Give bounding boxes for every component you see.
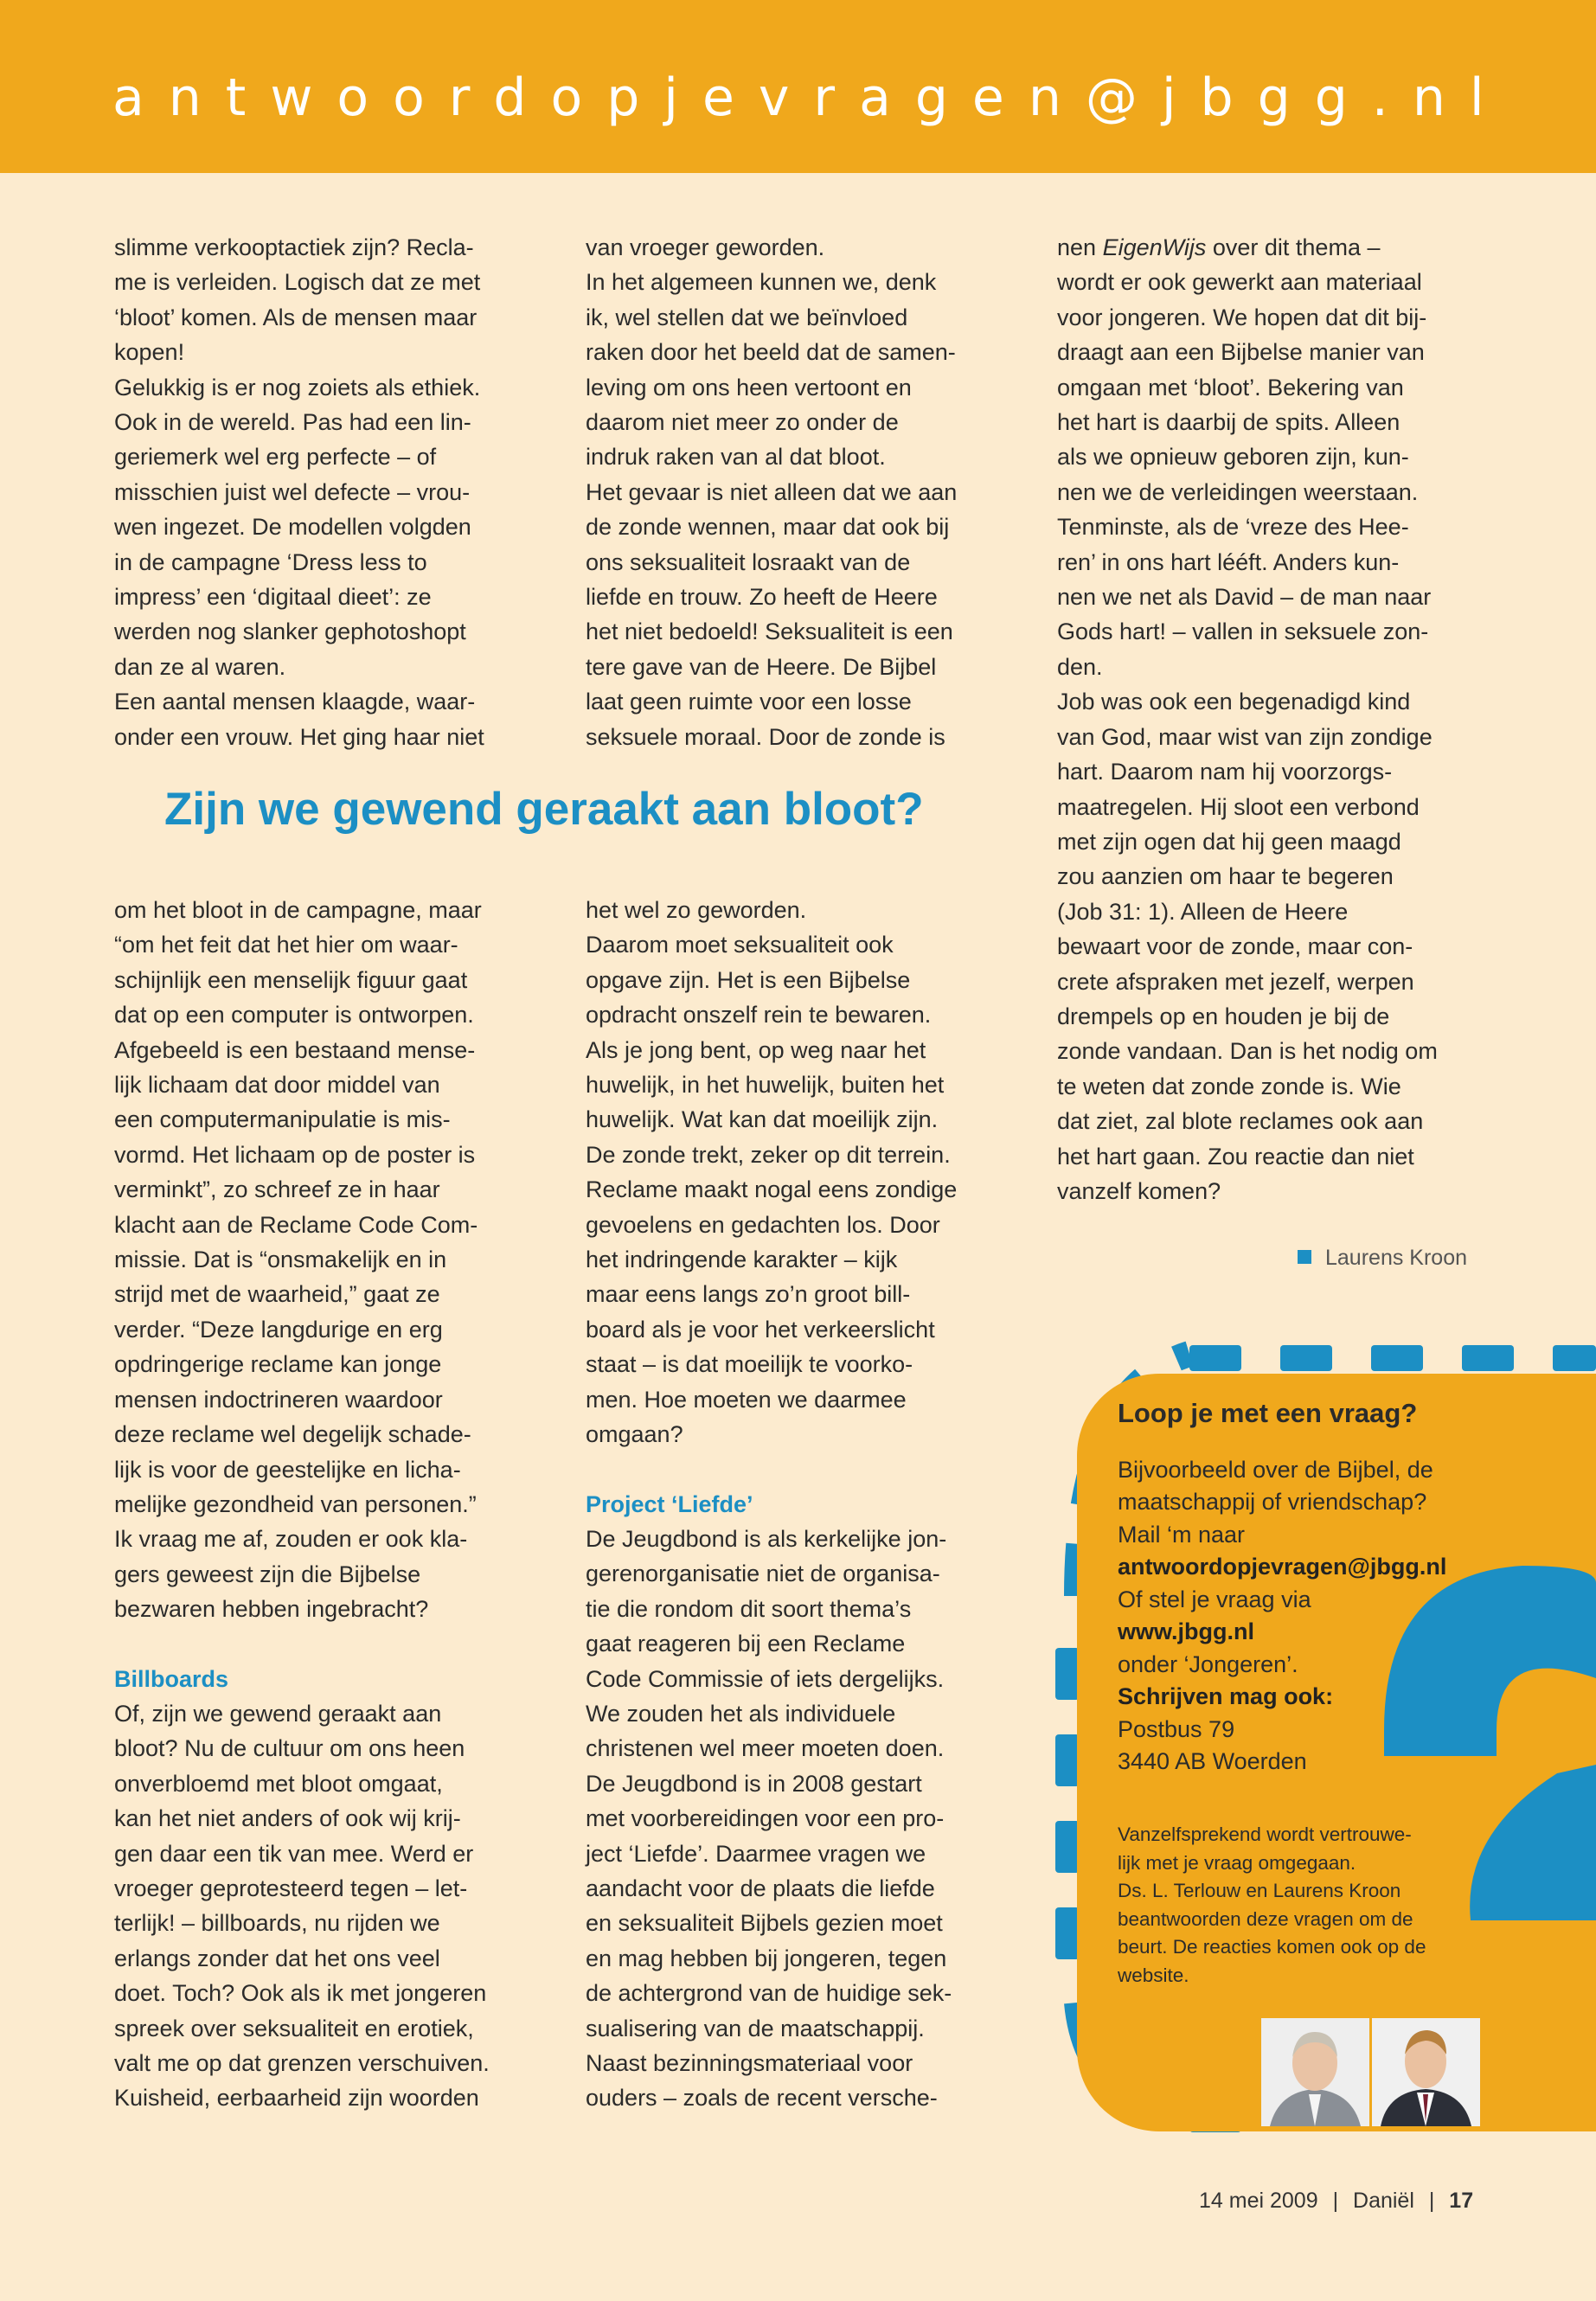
magazine-name: Daniël <box>1353 2189 1414 2213</box>
photo-terlouw <box>1261 2018 1369 2126</box>
website-link[interactable]: www.jbgg.nl <box>1118 1618 1254 1644</box>
question-box-content <box>1118 1397 1516 1779</box>
author-signature <box>1298 1246 1467 1271</box>
page-footer: 14 mei 2009 | Daniël | 17 <box>1199 2189 1474 2213</box>
author-name: Laurens Kroon <box>1325 1246 1468 1270</box>
article-headline: Zijn we gewend geraakt aan bloot? <box>164 784 924 835</box>
header-email: antwoordopjevragen@jbgg.nl <box>112 67 1509 128</box>
blue-square-icon <box>1298 1250 1311 1264</box>
body-text: nen EigenWijs over dit thema – wordt er ook gewerkt aan materiaal voor jongeren. We hopen dat dit bij- draagt aan een Bijbelse manier van omgaan met ‘bloot’. Bekering van het hart is daarbij de spits. Alleen als we opnieuw geboren zijn, kun- nen we de verleidingen weerstaan. Tenminste, als de ‘vreze des Hee- ren’ in ons hart lééft. Anders kun- nen we net als David – de man naar Gods hart! – vallen in seksuele zon- den. Job was ook een begenadigd kind van God, maar wist van zijn zondige hart. Daarom nam hij voorzorgs- maatregelen. Hij sloot een verbond met zijn ogen dat hij geen maagd zou aanzien om haar te begeren (Job 31: 1). Alleen de Heere bewaart voor de zonde, maar con- crete afspraken met jezelf, werpen drempels op en houden je bij de zonde vandaan. Dan is het nodig om te weten dat zonde zonde is. Wie dat ziet, zal blote reclames ook aan het hart gaan. Zou reactie dan niet vanzelf komen? <box>1057 234 1438 1204</box>
body-text: het wel zo geworden. Daarom moet seksualiteit ook opgave zijn. Het is een Bijbelse opdracht onszelf rein te bewaren. Als je jong bent, op weg naar het huwelijk, in het huwelijk, buiten het huwelijk. Wat kan dat moeilijk zijn. De zonde trekt, zeker op dit terrein. Reclame maakt nogal eens zondige gevoelens en gedachten los. Door het indringende karakter – kijk maar eens langs zo’n groot bill- board als je voor het verkeerslicht staat – is dat moeilijk te voorko- men. Hoe moeten we daarmee omgaan? <box>586 897 958 1448</box>
column-2-top <box>586 230 1018 754</box>
question-box-disclaimer: Vanzelfsprekend wordt vertrouwe- lijk met je vraag omgegaan. Ds. L. Terlouw en Laurens Kroon beantwoorden deze vragen om de beurt. De reacties komen ook op de website. <box>1118 1823 1426 1986</box>
body-text: slimme verkooptactiek zijn? Recla- me is verleiden. Logisch dat ze met ‘bloot’ komen. Als de mensen maar kopen! Gelukkig is er nog zoiets als ethiek. Ook in de wereld. Pas had een lin- geriemerk wel erg perfecte – of misschien juist wel defecte – vrou- wen ingezet. De modellen volgden in de campagne ‘Dress less to impress’ een ‘digitaal dieet’: ze werden nog slanker gephotoshopt dan ze al waren. Een aantal mensen klaagde, waar- onder een vrouw. Het ging haar niet <box>114 234 484 750</box>
question-intro: Bijvoorbeeld over de Bijbel, de maatschappij of vriendschap? <box>1118 1456 1433 1515</box>
photo-kroon <box>1372 2018 1480 2126</box>
section-label: onder ‘Jongeren’. <box>1118 1650 1298 1677</box>
issue-date: 14 mei 2009 <box>1199 2189 1318 2213</box>
question-box-title: Loop je met een vraag? <box>1118 1398 1418 1428</box>
column-1-bottom <box>114 893 547 2116</box>
magazine-title-italic: EigenWijs <box>1102 234 1207 260</box>
body-text: Of, zijn we gewend geraakt aan bloot? Nu de cultuur om ons heen onverbloemd met bloot omgaat, kan het niet anders of ook wij krij- gen daar een tik van mee. Werd er vroeger geprotesteerd tegen – let- terlijk! – billboards, nu rijden we erlangs zonder dat het ons veel doet. Toch? Ook als ik met jongeren spreek over seksualiteit en erotiek, valt me op dat grenzen verschuiven. Kuisheid, eerbaarheid zijn woorden <box>114 1700 490 2112</box>
contact-email-link[interactable]: antwoordopjevragen@jbgg.nl <box>1118 1554 1447 1580</box>
page-number: 17 <box>1449 2189 1474 2213</box>
address-line-1: Postbus 79 <box>1118 1715 1235 1742</box>
column-1-top <box>114 230 547 754</box>
write-label: Schrijven mag ook: <box>1118 1683 1334 1709</box>
header-bar <box>0 0 1596 173</box>
section-heading-project-liefde: Project ‘Liefde’ <box>586 1490 753 1517</box>
address-line-2: 3440 AB Woerden <box>1118 1748 1307 1774</box>
column-3 <box>1057 230 1490 1208</box>
mail-label: Mail ‘m naar <box>1118 1521 1246 1548</box>
body-text: om het bloot in de campagne, maar “om het feit dat het hier om waar- schijnlijk een menselijk figuur gaat dat op een computer is ontworpen. Afgebeeld is een bestaand mense- lijk lichaam dat door middel van een computermanipulatie is mis- vormd. Het lichaam op de poster is verminkt”, zo schreef ze in haar klacht aan de Reclame Code Com- missie. Dat is “onsmakelijk en in strijd met de waarheid,” gaat ze verder. “Deze langdurige en erg opdringerige reclame kan jonge mensen indoctrineren waardoor deze reclame wel degelijk schade- lijk is voor de geestelijke en licha- melijke gezondheid van personen.” Ik vraag me af, zouden er ook kla- gers geweest zijn die Bijbelse bezwaren hebben ingebracht? <box>114 897 482 1623</box>
column-2-bottom <box>586 893 1018 2116</box>
website-label: Of stel je vraag via <box>1118 1586 1311 1612</box>
body-text: De Jeugdbond is als kerkelijke jon- gerenorganisatie niet de organisa- tie die rondom dit soort thema’s gaat reageren bij een Reclame Code Commissie of iets dergelijks. We zouden het als individuele christenen wel meer moeten doen. De Jeugdbond is in 2008 gestart met voorbereidingen voor een pro- ject ‘Liefde’. Daarmee vragen we aandacht voor de plaats die liefde en seksualiteit Bijbels gezien moet en mag hebben bij jongeren, tegen de achtergrond van de huidige sek- sualisering van de maatschappij. Naast bezinningsmateriaal voor ouders – zoals de recent versche- <box>586 1525 952 2112</box>
section-heading-billboards: Billboards <box>114 1665 229 1692</box>
body-text: van vroeger geworden. In het algemeen kunnen we, denk ik, wel stellen dat we beïnvloed raken door het beeld dat de samen- leving om ons heen vertoont en daarom niet meer zo onder de indruk raken van al dat bloot. Het gevaar is niet alleen dat we aan de zonde wennen, maar dat ook bij ons seksualiteit losraakt van de liefde en trouw. Zo heeft de Heere het niet bedoeld! Seksualiteit is een tere gave van de Heere. De Bijbel laat geen ruimte voor een losse seksuele moraal. Door de zonde is <box>586 234 958 750</box>
